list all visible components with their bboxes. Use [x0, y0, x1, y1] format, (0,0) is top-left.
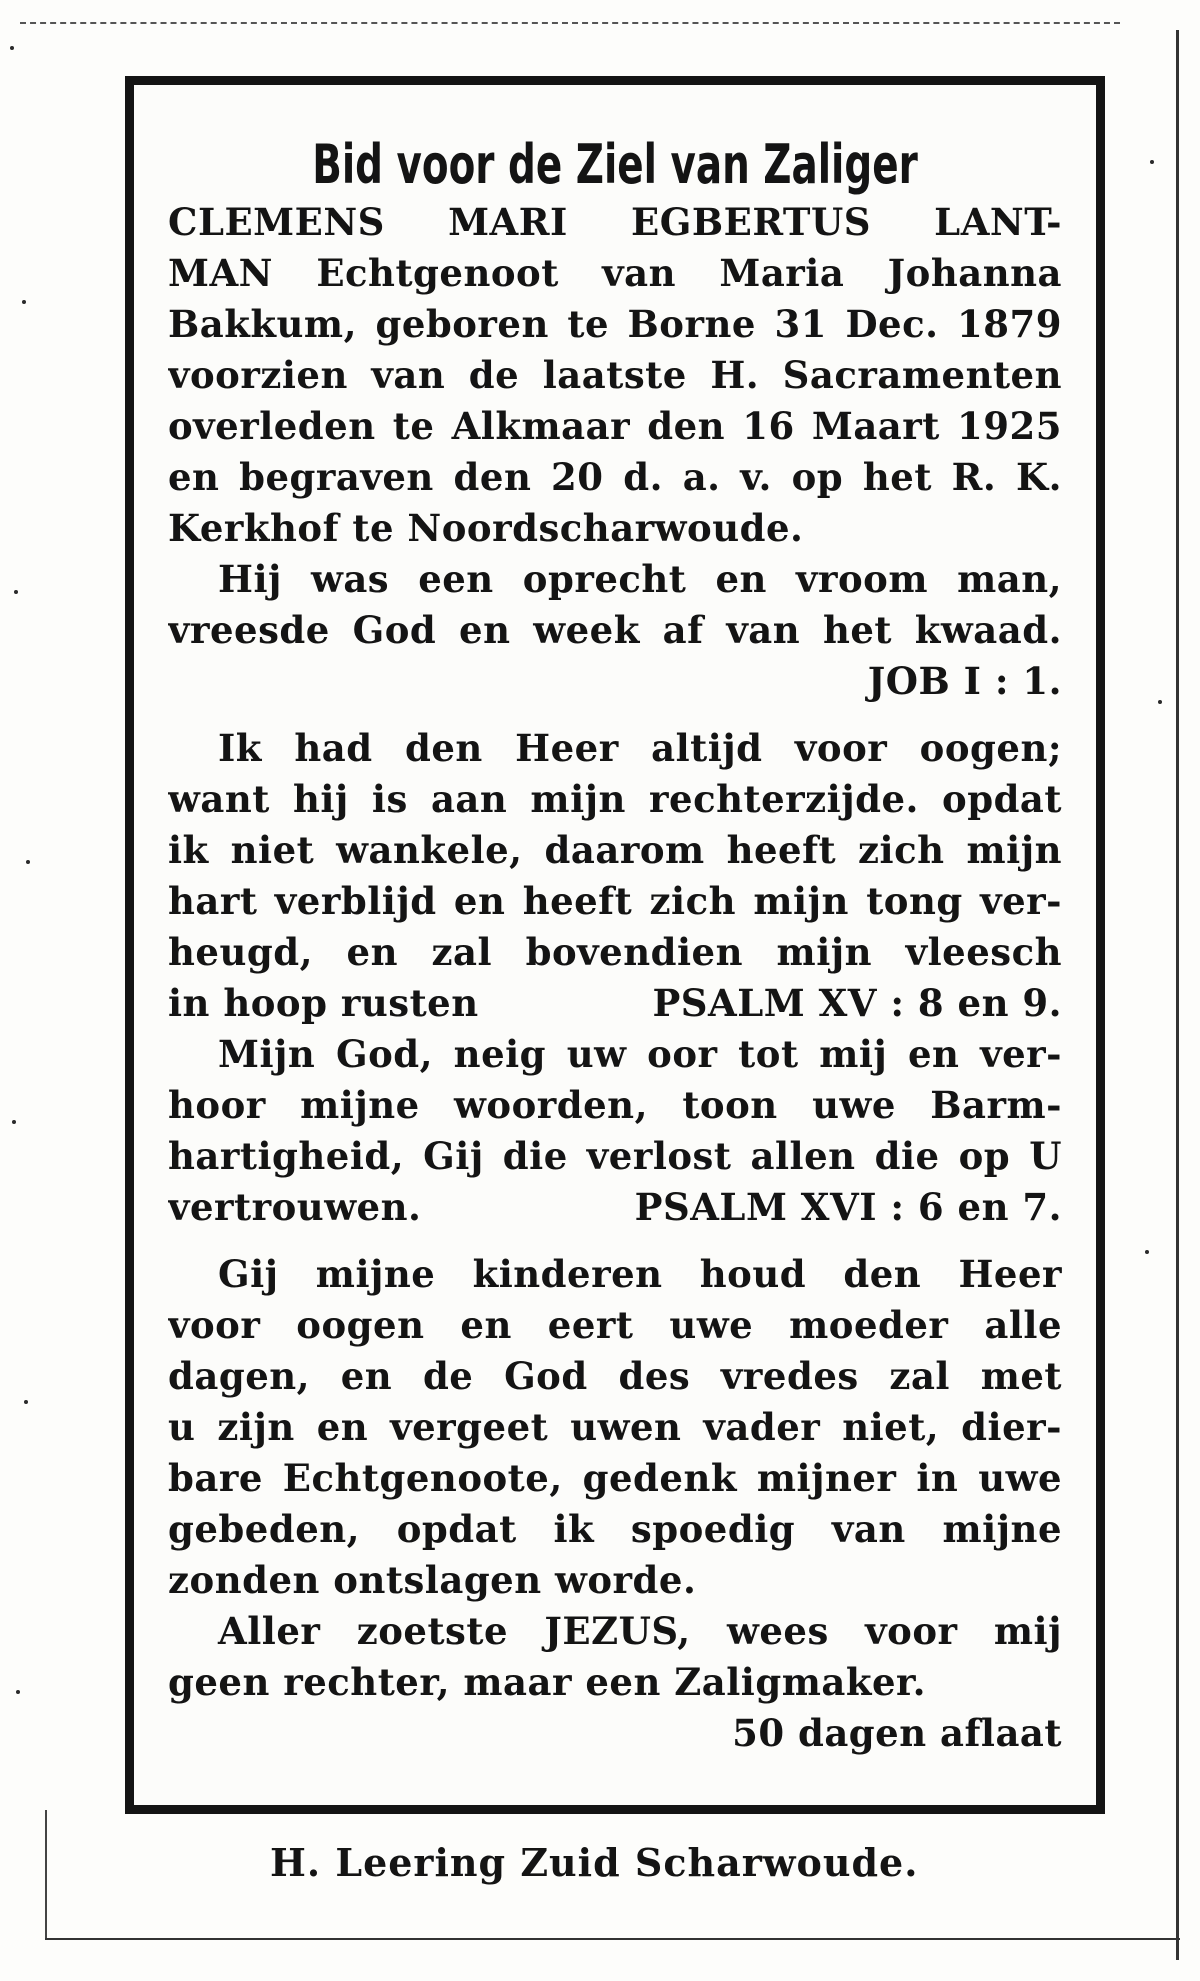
card-body — [168, 197, 1062, 1759]
quote-psalm15-line: heugd, en zal bovendien mijn vleesch — [168, 930, 1062, 974]
quote-children-line: dagen, en de God des vredes zal met — [168, 1354, 1062, 1398]
scan-right-edge — [1176, 30, 1179, 1960]
quote-psalm15-last-line — [168, 978, 1062, 1029]
intro-line: CLEMENS MARI EGBERTUS LANT- — [168, 200, 1062, 244]
scan-bottom-edge — [45, 1938, 1180, 1940]
quote-psalm15-reference: PSALM XV : 8 en 9. — [652, 981, 1062, 1025]
printer-imprint: H. Leering Zuid Scharwoude. — [270, 1840, 919, 1885]
intro-line: Bakkum, geboren te Borne 31 Dec. 1879 — [168, 302, 1062, 346]
quote-job-line: vreesde God en week af van het kwaad. — [168, 608, 1062, 652]
quote-psalm15-line: ik niet wankele, daarom heeft zich mijn — [168, 828, 1062, 872]
quote-psalm15-line: hart verblijd en heeft zich mijn tong ver- — [168, 879, 1062, 923]
scan-speck — [10, 46, 14, 50]
card-title: Bid voor de Ziel van Zaliger — [312, 133, 918, 196]
quote-psalm16-reference: PSALM XVI : 6 en 7. — [634, 1185, 1062, 1229]
scan-speck — [12, 1120, 16, 1124]
quote-children-line: voor oogen en eert uwe moeder alle — [168, 1303, 1062, 1347]
quote-children-line: u zijn en vergeet uwen vader niet, dier- — [168, 1405, 1062, 1449]
quote-children-line: Gij mijne kinderen houd den Heer — [218, 1252, 1062, 1296]
scan-speck — [1150, 160, 1154, 164]
quote-psalm15-tail: in hoop rusten — [168, 981, 479, 1025]
intro-line: overleden te Alkmaar den 16 Maart 1925 — [168, 404, 1062, 448]
prayer-line: geen rechter, maar een Zaligmaker. — [168, 1660, 926, 1704]
quote-job-reference: JOB I : 1. — [867, 659, 1062, 703]
indulgence-note: 50 dagen aflaat — [732, 1711, 1062, 1755]
scan-speck — [24, 1400, 28, 1404]
quote-psalm16-line: hoor mijne woorden, toon uwe Barm- — [168, 1083, 1062, 1127]
quote-psalm16-line: hartigheid, Gij die verlost allen die op U — [168, 1134, 1062, 1178]
intro-line: en begraven den 20 d. a. v. op het R. K. — [168, 455, 1062, 499]
intro-line: Kerkhof te Noordscharwoude. — [168, 506, 804, 550]
quote-psalm16-line: Mijn God, neig uw oor tot mij en ver- — [218, 1032, 1062, 1076]
scan-speck — [14, 590, 18, 594]
scan-speck — [26, 860, 30, 864]
scan-speck — [22, 300, 26, 304]
quote-children-line: bare Echtgenoote, gedenk mijner in uwe — [168, 1456, 1062, 1500]
scan-speck — [1145, 1250, 1149, 1254]
quote-psalm16-last-line — [168, 1182, 1062, 1233]
quote-children-line: gebeden, opdat ik spoedig van mijne — [168, 1507, 1062, 1551]
quote-psalm15-line: want hij is aan mijn rechterzijde. opdat — [168, 777, 1062, 821]
quote-psalm15-line: Ik had den Heer altijd voor oogen; — [218, 726, 1062, 770]
scan-speck — [16, 1690, 20, 1694]
prayer-line: Aller zoetste JEZUS, wees voor mij — [218, 1609, 1062, 1653]
intro-line: MAN Echtgenoot van Maria Johanna — [168, 251, 1062, 295]
scan-left-edge — [45, 1810, 47, 1938]
quote-psalm16-tail: vertrouwen. — [168, 1185, 422, 1229]
quote-children-line: zonden ontslagen worde. — [168, 1558, 697, 1602]
intro-line: voorzien van de laatste H. Sacramenten — [168, 353, 1062, 397]
quote-job-line: Hij was een oprecht en vroom man, — [218, 557, 1062, 601]
scan-dashed-edge — [20, 22, 1120, 24]
memorial-card — [125, 76, 1105, 1814]
scan-speck — [1158, 700, 1162, 704]
